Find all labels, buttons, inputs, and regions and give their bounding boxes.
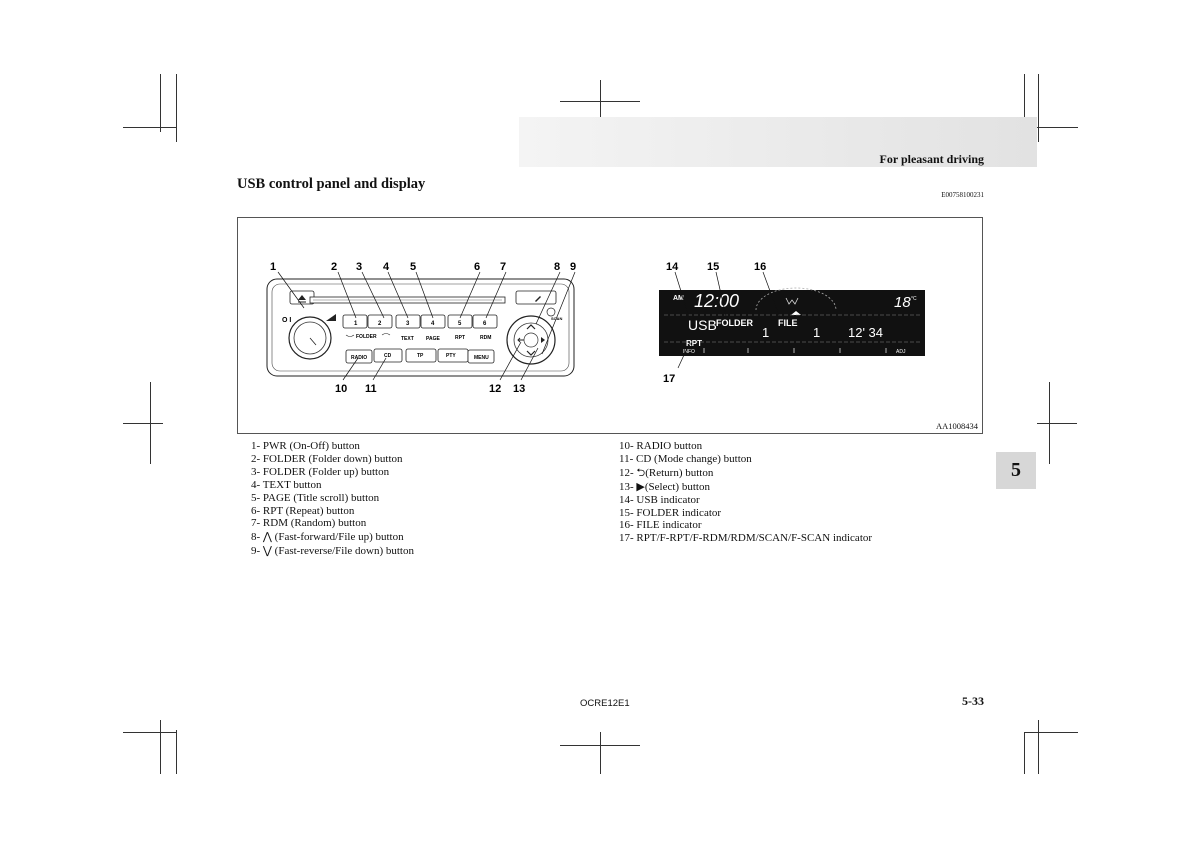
callout-11: 11 bbox=[365, 383, 377, 395]
display-track-time: 12' 34 bbox=[848, 325, 884, 340]
legend-item: 12- ⮌(Return) button bbox=[619, 466, 714, 479]
legend-item: 13- ▶(Select) button bbox=[619, 480, 710, 493]
preset-label-5: 5 bbox=[458, 321, 462, 327]
display-time: 12:00 bbox=[694, 291, 740, 311]
callout-6: 6 bbox=[474, 261, 481, 273]
menu-label: MENU bbox=[474, 355, 489, 361]
preset-label-4: 4 bbox=[431, 321, 435, 327]
rdm-label: RDM bbox=[480, 335, 492, 341]
legend-item: 15- FOLDER indicator bbox=[619, 506, 722, 519]
scan-label: SCAN bbox=[551, 316, 563, 321]
rpt-label: RPT bbox=[455, 335, 465, 341]
display-temp: 18 bbox=[894, 294, 911, 311]
page-number: 5-33 bbox=[962, 694, 984, 708]
legend-item: 2- FOLDER (Folder down) button bbox=[251, 452, 403, 465]
display-number-2: 1 bbox=[813, 325, 821, 340]
figure-code: AA1008434 bbox=[935, 421, 978, 431]
page-title: USB control panel and display bbox=[237, 176, 426, 192]
chapter-tab: 5 bbox=[996, 452, 1036, 489]
callout-5: 5 bbox=[410, 261, 417, 273]
callout-13: 13 bbox=[513, 383, 526, 395]
figure-box bbox=[237, 217, 983, 434]
callout-10: 10 bbox=[335, 383, 348, 395]
callout-16: 16 bbox=[754, 261, 767, 273]
display-file: FILE bbox=[778, 318, 798, 328]
callout-3: 3 bbox=[356, 261, 363, 273]
legend-item: 17- RPT/F-RPT/F-RDM/RDM/SCAN/F-SCAN indicator bbox=[619, 532, 873, 545]
folder-label: FOLDER bbox=[356, 334, 377, 340]
scan-button[interactable] bbox=[547, 308, 555, 316]
callout-2: 2 bbox=[331, 261, 338, 273]
legend-item: 14- USB indicator bbox=[619, 493, 700, 506]
callout-9: 9 bbox=[570, 261, 577, 273]
callout-15: 15 bbox=[707, 261, 720, 273]
callout-1: 1 bbox=[270, 261, 277, 273]
legend-item: 11- CD (Mode change) button bbox=[619, 452, 752, 465]
legend-item: 1- PWR (On-Off) button bbox=[251, 440, 360, 452]
display-am: AM bbox=[673, 295, 684, 302]
display-usb: USB bbox=[688, 317, 717, 333]
callout-8: 8 bbox=[554, 261, 561, 273]
preset-label-1: 1 bbox=[354, 321, 358, 327]
section-header: For pleasant driving bbox=[879, 152, 984, 166]
footer-code: OCRE12E1 bbox=[580, 698, 630, 709]
preset-label-3: 3 bbox=[406, 321, 410, 327]
display-number-1: 1 bbox=[762, 325, 770, 340]
display-folder: FOLDER bbox=[716, 318, 753, 328]
display-info: INFO bbox=[683, 349, 695, 355]
legend-item: 3- FOLDER (Folder up) button bbox=[251, 465, 390, 478]
pty-label: PTY bbox=[446, 353, 456, 359]
legend-left bbox=[251, 440, 414, 558]
tp-label: TP bbox=[417, 353, 424, 359]
text-label: TEXT bbox=[401, 336, 414, 342]
callout-12: 12 bbox=[489, 383, 502, 395]
pwr-label: O I bbox=[282, 317, 292, 324]
callout-7: 7 bbox=[500, 261, 507, 273]
legend-item: 16- FILE indicator bbox=[619, 519, 702, 532]
legend-item: 10- RADIO button bbox=[619, 440, 703, 452]
legend-item: 5- PAGE (Title scroll) button bbox=[251, 491, 380, 504]
document-code: E00758100231 bbox=[941, 191, 984, 199]
display-temp-unit: °C bbox=[911, 296, 917, 302]
callout-4: 4 bbox=[383, 261, 390, 273]
legend-right bbox=[619, 440, 872, 545]
preset-buttons bbox=[343, 315, 497, 328]
legend-item: 6- RPT (Repeat) button bbox=[251, 504, 355, 517]
display-rpt: RPT bbox=[686, 339, 702, 348]
legend-item: 7- RDM (Random) button bbox=[251, 517, 367, 530]
legend-item: 9- ⋁ (Fast-reverse/File down) button bbox=[251, 545, 414, 558]
cd-label: CD bbox=[384, 353, 392, 359]
callout-17: 17 bbox=[663, 373, 676, 385]
radio-label: RADIO bbox=[351, 355, 368, 361]
page-label: PAGE bbox=[426, 336, 440, 342]
legend-item: 4- TEXT button bbox=[251, 478, 322, 491]
display-adj: ADJ bbox=[896, 349, 906, 355]
legend-item: 8- ⋀ (Fast-forward/File up) button bbox=[251, 531, 404, 544]
callout-14: 14 bbox=[666, 261, 679, 273]
preset-label-6: 6 bbox=[483, 321, 487, 327]
preset-label-2: 2 bbox=[378, 321, 382, 327]
control-panel-illustration bbox=[238, 218, 982, 433]
